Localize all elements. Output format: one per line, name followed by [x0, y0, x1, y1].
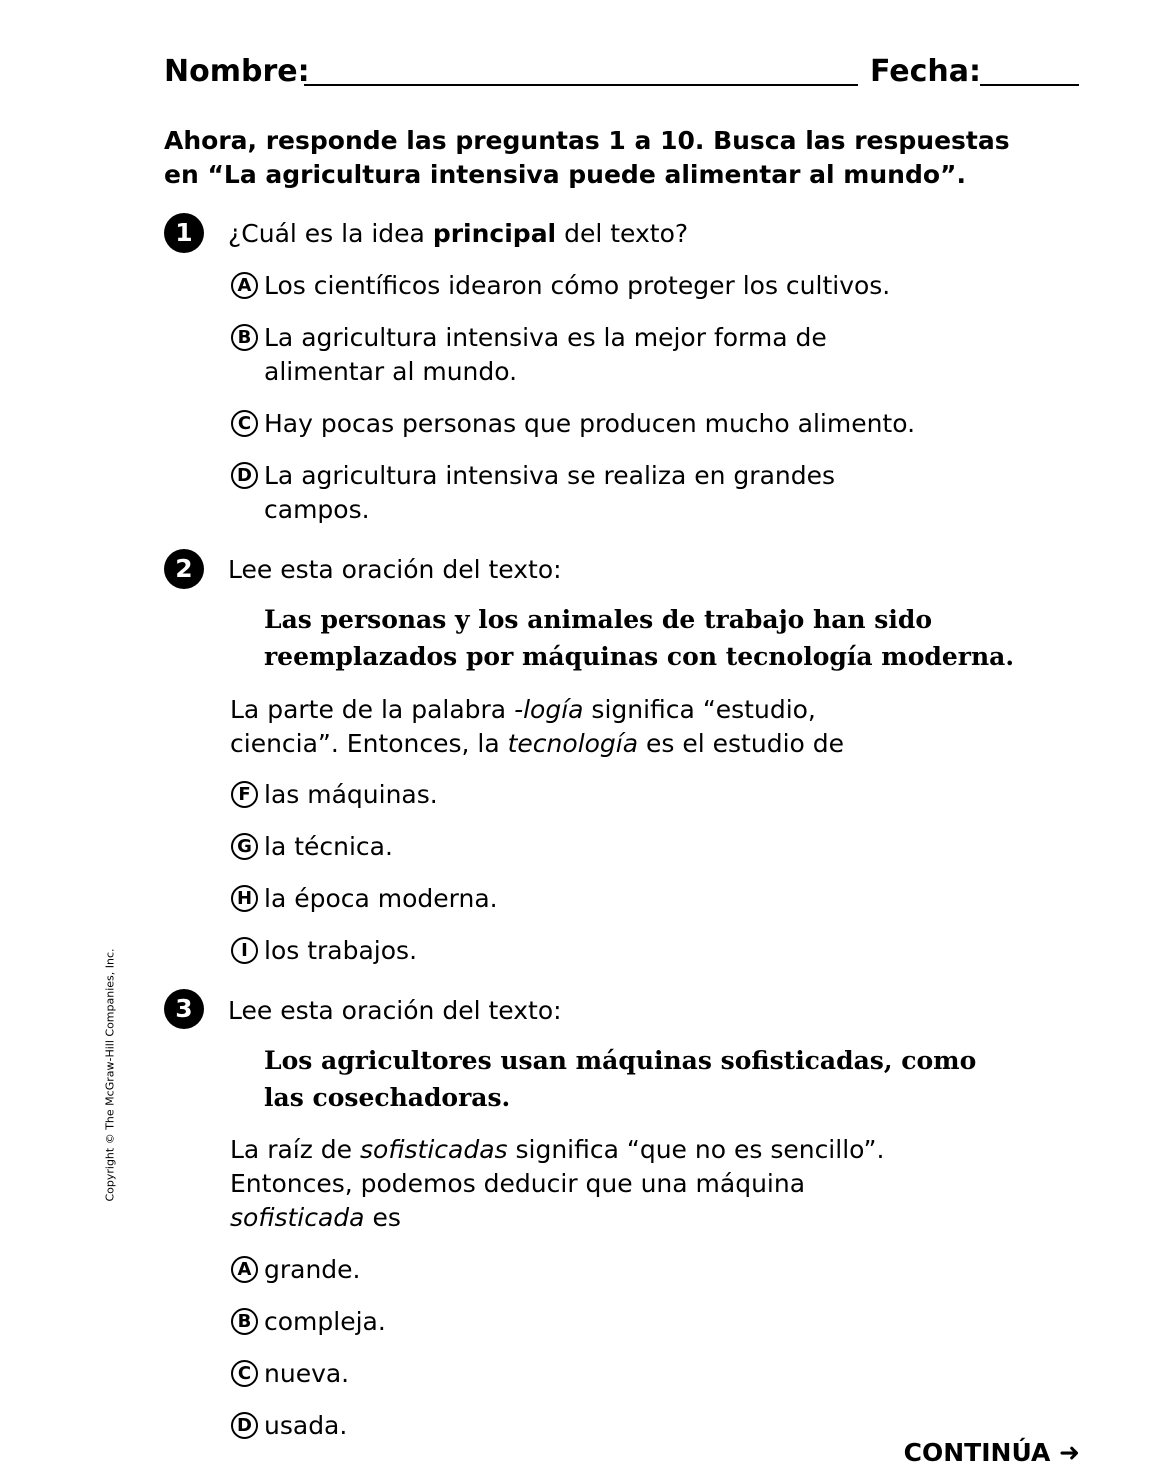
question-2-quote-line-1: Las personas y los animales de trabajo han sido	[264, 605, 932, 634]
question-3-quote-line-2: las cosechadoras.	[264, 1083, 511, 1112]
instructions-line-2: en “La agricultura intensiva puede alimentar al mundo”.	[164, 160, 966, 189]
question-3-stem-line-2: Entonces, podemos deducir que una máquina	[230, 1169, 806, 1198]
answer-text-3c: nueva.	[264, 1359, 350, 1388]
question-1-text: ¿Cuál es la idea principal del texto?	[228, 219, 689, 248]
answer-text-1c: Hay pocas personas que producen mucho alimento.	[264, 409, 916, 438]
answer-bubble-3c[interactable]: C	[231, 1360, 258, 1387]
answer-text-1b-line-1: La agricultura intensiva es la mejor forma de	[264, 323, 827, 352]
question-number-2: 2	[164, 549, 204, 589]
answer-bubble-1d[interactable]: D	[231, 462, 258, 489]
copyright-notice: Copyright © The McGraw-Hill Companies, Inc.	[103, 948, 117, 1202]
date-label: Fecha:	[870, 54, 982, 89]
answer-bubble-3b[interactable]: B	[231, 1308, 258, 1335]
answer-bubble-1c[interactable]: C	[231, 410, 258, 437]
answer-text-1d-line-2: campos.	[264, 495, 370, 524]
instructions-line-1: Ahora, responde las preguntas 1 a 10. Busca las respuestas	[164, 126, 1010, 155]
name-label: Nombre:	[164, 54, 310, 89]
name-field-line[interactable]	[304, 84, 858, 86]
answer-bubble-2i[interactable]: I	[231, 937, 258, 964]
question-2-stem-line-2: ciencia”. Entonces, la tecnología es el estudio de	[230, 729, 845, 758]
answer-text-2i: los trabajos.	[264, 936, 418, 965]
question-3-stem-line-3: sofisticada es	[230, 1203, 401, 1232]
answer-text-1a: Los científicos idearon cómo proteger los cultivos.	[264, 271, 891, 300]
question-2-prompt: Lee esta oración del texto:	[228, 555, 562, 584]
answer-text-3b: compleja.	[264, 1307, 386, 1336]
answer-text-1b-line-2: alimentar al mundo.	[264, 357, 518, 386]
question-number-1: 1	[164, 213, 204, 253]
question-3-prompt: Lee esta oración del texto:	[228, 996, 562, 1025]
answer-text-1d-line-1: La agricultura intensiva se realiza en grandes	[264, 461, 836, 490]
answer-text-3d: usada.	[264, 1411, 348, 1440]
answer-bubble-1b[interactable]: B	[231, 324, 258, 351]
question-3-quote-line-1: Los agricultores usan máquinas sofisticadas, como	[264, 1046, 977, 1075]
answer-bubble-2h[interactable]: H	[231, 885, 258, 912]
answer-bubble-2f[interactable]: F	[231, 781, 258, 808]
answer-bubble-1a[interactable]: A	[231, 272, 258, 299]
arrow-right-icon: ➜	[1059, 1438, 1080, 1467]
answer-text-2f: las máquinas.	[264, 780, 438, 809]
date-field-line[interactable]	[980, 84, 1079, 86]
answer-bubble-3d[interactable]: D	[231, 1412, 258, 1439]
answer-text-2g: la técnica.	[264, 832, 393, 861]
answer-bubble-2g[interactable]: G	[231, 833, 258, 860]
answer-text-3a: grande.	[264, 1255, 361, 1284]
answer-bubble-3a[interactable]: A	[231, 1256, 258, 1283]
question-number-3: 3	[164, 989, 204, 1029]
question-2-quote-line-2: reemplazados por máquinas con tecnología moderna.	[264, 642, 1015, 671]
question-3-stem-line-1: La raíz de sofisticadas significa “que no es sencillo”.	[230, 1135, 885, 1164]
question-2-stem-line-1: La parte de la palabra -logía significa “estudio,	[230, 695, 816, 724]
continue-label: CONTINÚA ➜	[903, 1438, 1080, 1467]
answer-text-2h: la época moderna.	[264, 884, 498, 913]
